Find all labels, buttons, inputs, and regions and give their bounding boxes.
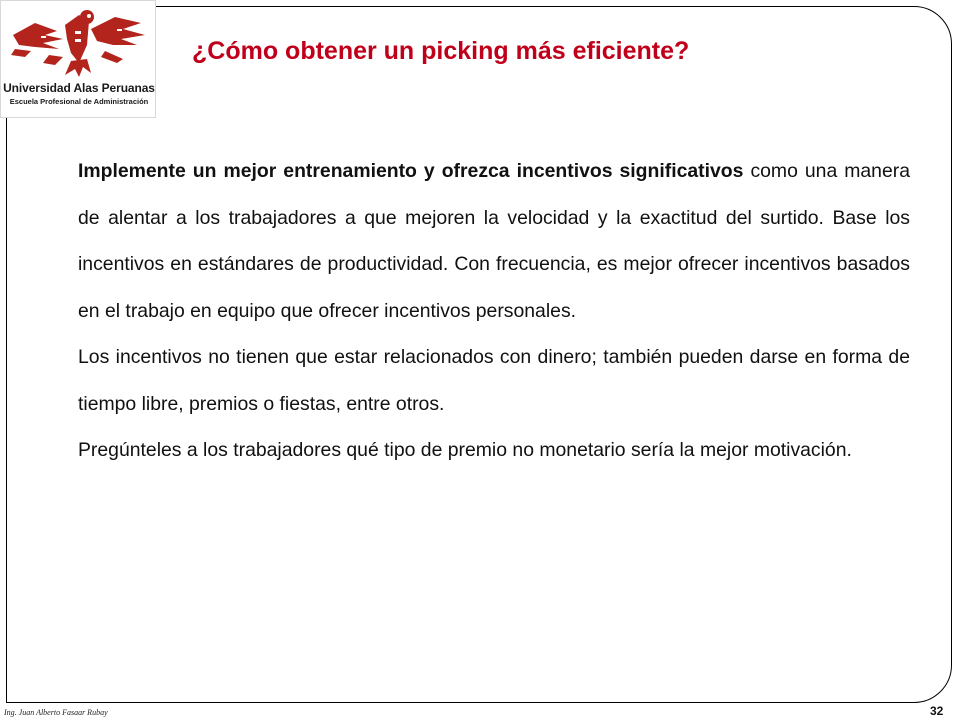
slide-body [78,148,910,474]
university-logo [0,0,156,118]
page-number: 32 [930,704,944,718]
university-name: Universidad Alas Peruanas [3,81,155,95]
paragraph-1-bold: Implemente un mejor entrenamiento y ofrezca incentivos significativos [78,160,744,182]
paragraph-2: Los incentivos no tienen que estar relacionados con dinero; también pueden darse en forma de tiempo libre, premios o fiestas, entre otros. [78,346,910,415]
paragraph-1-text: como una manera de alentar a los trabajadores a que mejoren la velocidad y la exactitud del surtido. Base los incentivos en estándares de productividad. Con frecuencia, es mejor ofrecer incentivos basados en el trabajo en equipo que ofrecer incentivos personales. [78,160,910,322]
paragraph-3: Pregúnteles a los trabajadores qué tipo de premio no monetario sería la mejor motivación. [78,439,852,461]
university-school: Escuela Profesional de Administración [9,97,149,106]
condor-emblem-icon [5,5,153,79]
slide-title: ¿Cómo obtener un picking más eficiente? [192,37,690,65]
paragraph-1 [78,148,910,334]
author-credit: Ing. Juan Alberto Fasaar Rubay [4,708,108,717]
